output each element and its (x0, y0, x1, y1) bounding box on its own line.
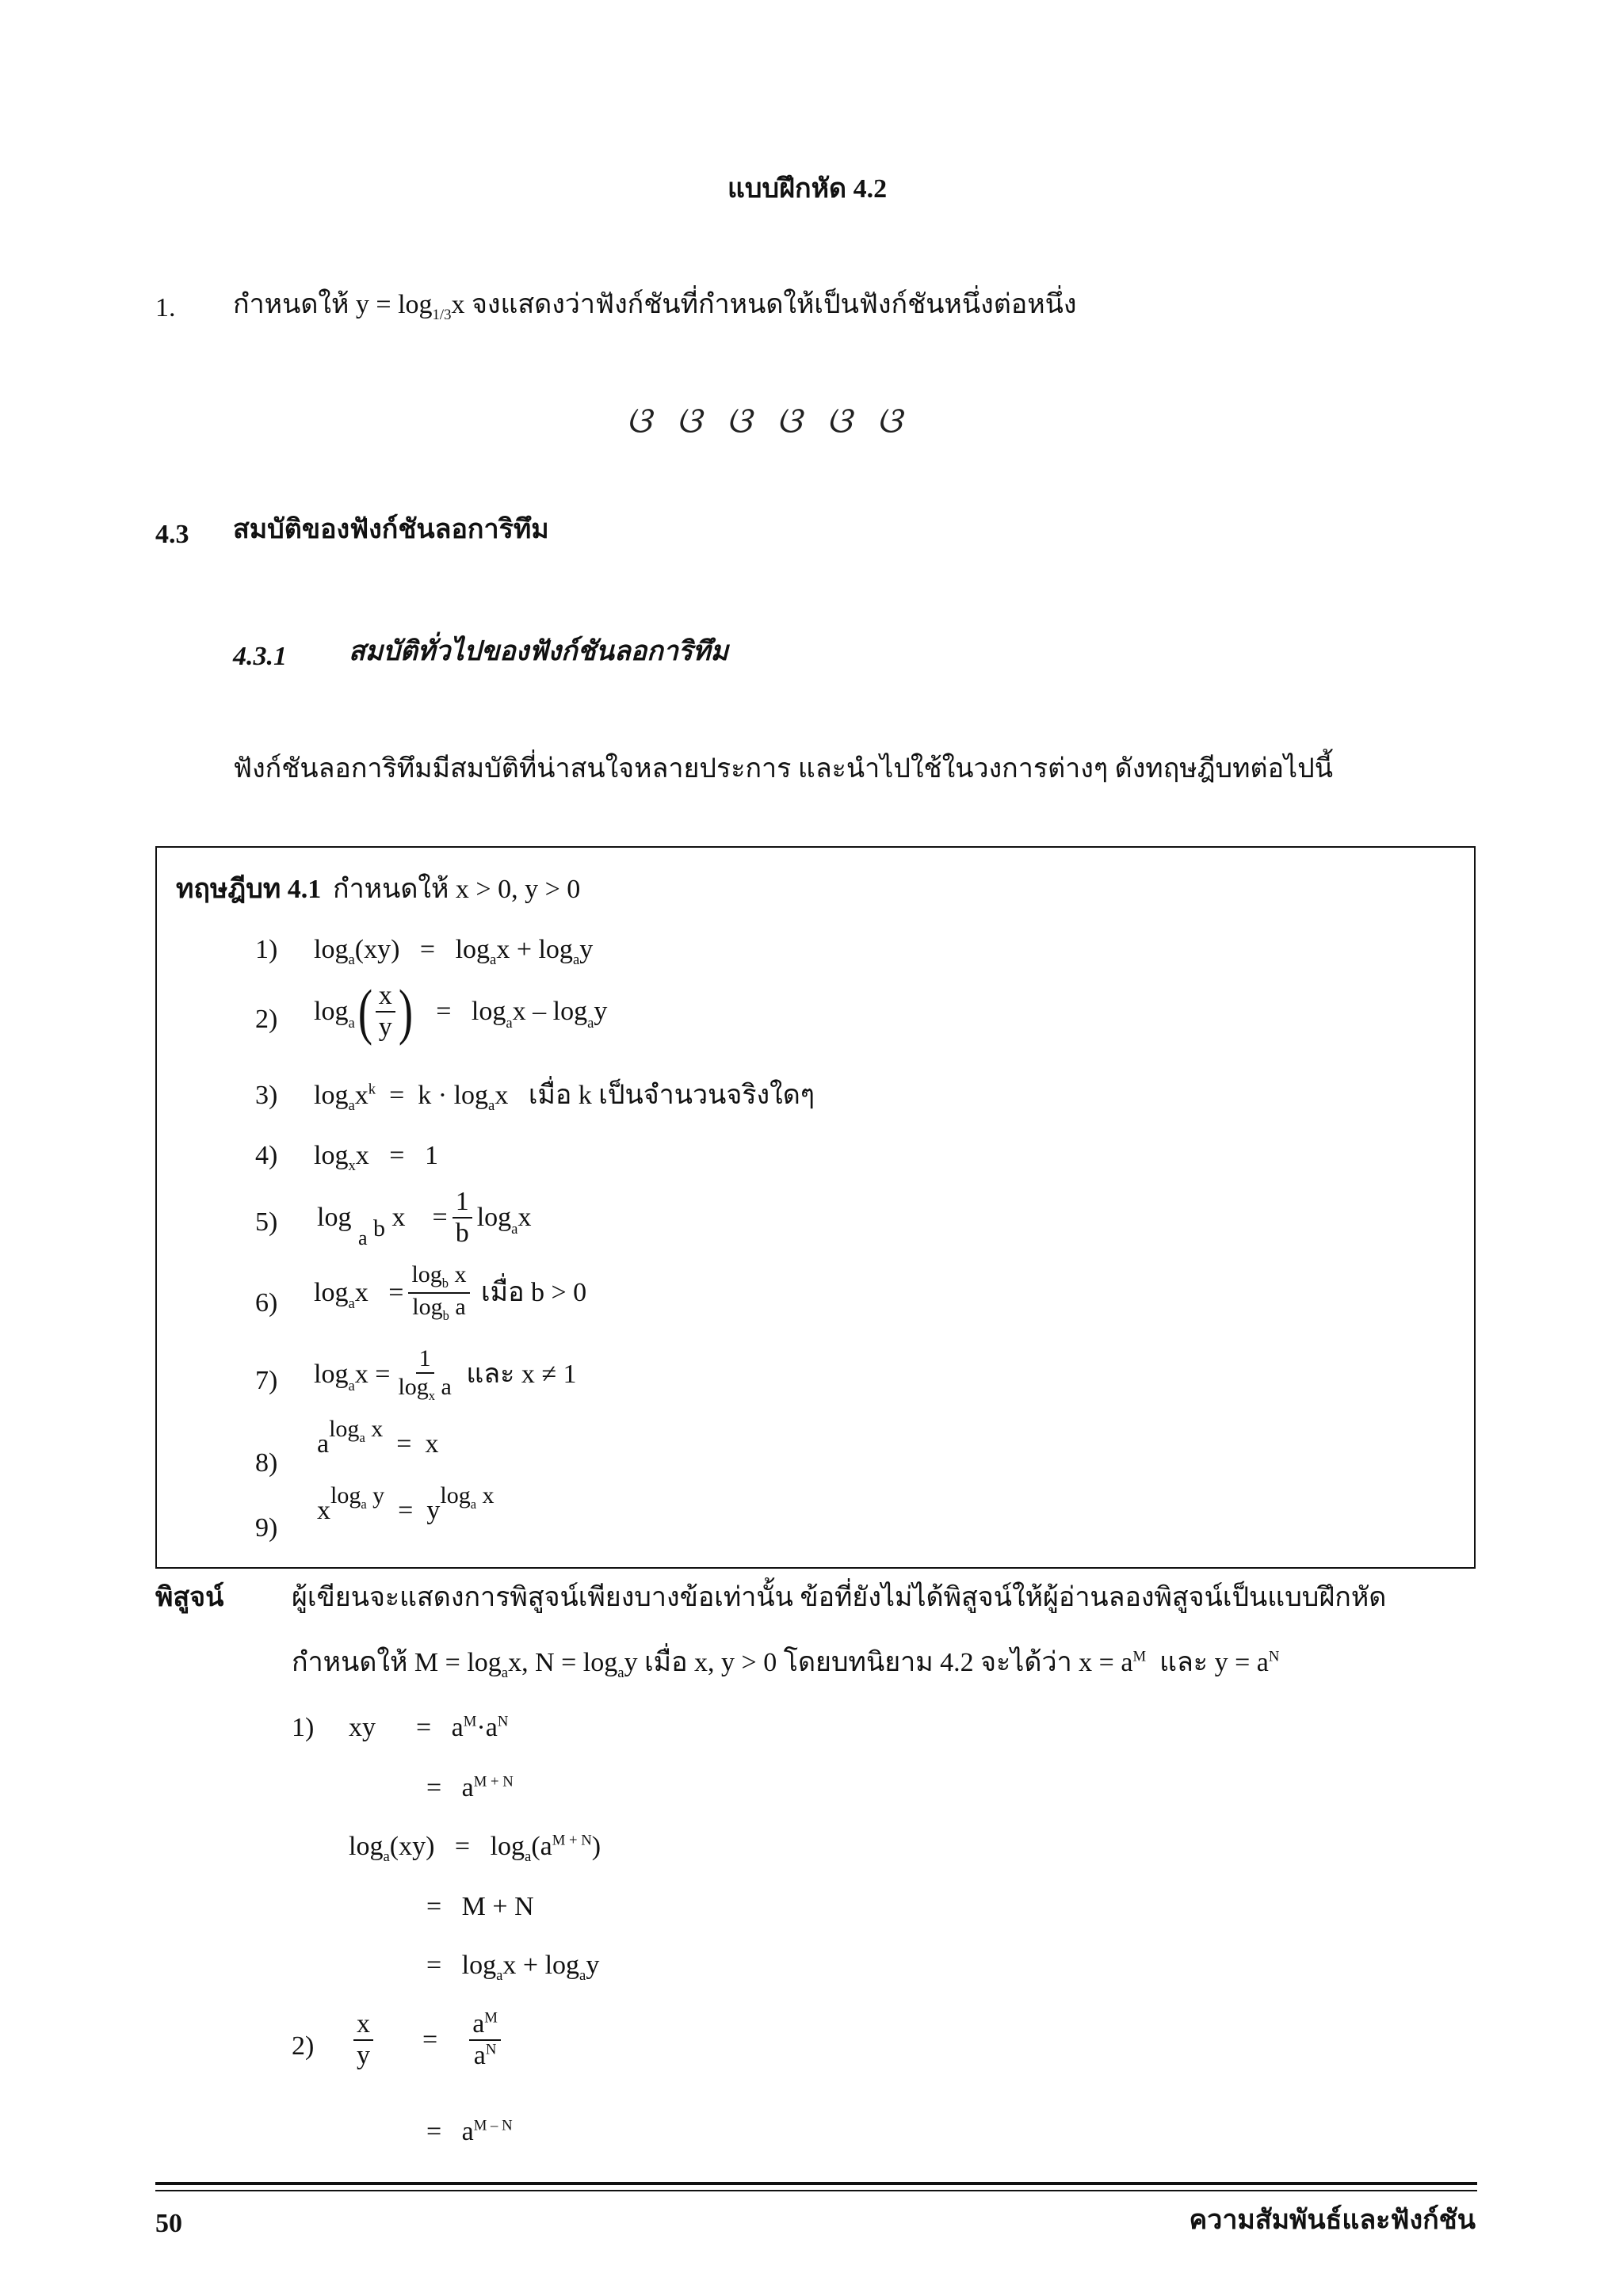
theorem-formula-1: $\log_a(xy) = \log_ax + \log_ay$ (314, 935, 594, 968)
proof-step1-line2: = $a^{M + N}$ (426, 1773, 514, 1802)
theorem-item3-note: เมื่อ k เป็นจำนวนจริงใดๆ (528, 1081, 815, 1110)
proof-step1-line3: $\log_a(xy) = \log_a(a^{M + N})$ (349, 1832, 601, 1865)
theorem-label: ทฤษฎีบท 4.1 (176, 875, 322, 904)
proof-label: พิสูจน์ (155, 1583, 224, 1612)
theorem-formula-8: alog$_a$ x = x (317, 1416, 439, 1459)
theorem-formula-2: log a ( $\frac{x}{y}$ ) = log $_a$ x – log a y (314, 977, 608, 1046)
section-title: สมบัติของฟังก์ชันลอการิทึม (233, 515, 549, 544)
theorem-item-number: 8) (255, 1448, 278, 1478)
proof-step2-line2: = $a^{M - N}$ (426, 2117, 513, 2146)
proof-step1-line5: = $\log_ax + \log_ay$ (426, 1951, 600, 1984)
footer-rule-thin (155, 2190, 1477, 2191)
theorem-formula-4: $\log_xx = 1$ (314, 1141, 438, 1174)
proof-step-number: 1) (292, 1713, 315, 1742)
footer-rule-thick (155, 2182, 1477, 2185)
subsection-number: 4.3.1 (233, 642, 287, 671)
theorem-item-number: 3) (255, 1081, 278, 1110)
theorem-item-number: 6) (255, 1288, 278, 1318)
theorem-item7-note: และ x ≠ 1 (466, 1360, 577, 1390)
page-number: 50 (155, 2209, 182, 2238)
exercise-item-number: 1. (155, 293, 176, 322)
section-number: 4.3 (155, 520, 189, 549)
theorem-item-number: 7) (255, 1366, 278, 1395)
theorem-item6-note: เมื่อ b > 0 (481, 1277, 587, 1307)
theorem-formula-6: log a x = $\frac{\log_b x}{\log_b a}$ เมื่อ b > 0 (314, 1261, 587, 1323)
theorem-formula-9: xlog$_a$ y = ylog$_a$ x (317, 1482, 495, 1525)
theorem-item-number: 4) (255, 1141, 278, 1170)
proof-step2-line1: $\frac{x}{y}$ = $\frac{a^M}{a^N}$ (353, 2011, 506, 2069)
theorem-item-number: 9) (255, 1513, 278, 1543)
theorem-formula-7: log a x = $\frac{1}{\log_x a}$ และ x ≠ 1 (314, 1345, 577, 1403)
book-title: ความสัมพันธ์และฟังก์ชัน (1189, 2206, 1476, 2235)
subsection-title: สมบัติทั่วไปของฟังก์ชันลอการิทึม (349, 637, 728, 666)
exercise-item-text: กำหนดให้ $y = \log_{1/3}x$ จงแสดงว่าฟังก์ชันที่กำหนดให้เป็นฟังก์ชันหนึ่งต่อหนึ่ง (233, 290, 1077, 323)
proof-line-2: กำหนดให้ $M = \log_ax$, $N = \log_ay$ เมื่อ x, y > 0 โดยบทนิยาม 4.2 จะได้ว่า $x = a^M$ และ $y = a^N$ (292, 1648, 1280, 1681)
proof-line-1: ผู้เขียนจะแสดงการพิสูจน์เพียงบางข้อเท่านั้น ข้อที่ยังไม่ได้พิสูจน์ให้ผู้อ่านลองพิสูจน์เป็นแบบฝึกหัด (292, 1583, 1387, 1612)
proof-step1-line1: xy = $a^M\cdot a^N$ (349, 1713, 509, 1742)
proof-step1-line4: = M + N (426, 1892, 534, 1921)
theorem-item-number: 1) (255, 935, 278, 964)
theorem-item-number: 5) (255, 1207, 278, 1237)
theorem-formula-5: log a b x = $\frac{1}{b}$ log $_a$ x (317, 1187, 532, 1249)
exercise-title: แบบฝึกหัด 4.2 (727, 174, 888, 204)
theorem-formula-3: $\log_ax^k = k \cdot \log_ax$ เมื่อ k เป็นจำนวนจริงใดๆ (314, 1081, 815, 1114)
theorem-item-number: 2) (255, 1005, 278, 1034)
theorem-condition: กำหนดให้ x > 0, y > 0 (333, 875, 581, 904)
intro-paragraph: ฟังก์ชันลอการิทึมมีสมบัติที่น่าสนใจหลายประการ และนำไปใช้ในวงการต่างๆ ดังทฤษฎีบทต่อไปนี้ (233, 754, 1333, 784)
proof-step-number: 2) (292, 2031, 315, 2061)
ornament-divider: ଓ ଓ ଓ ଓ ଓ ଓ (626, 400, 910, 441)
